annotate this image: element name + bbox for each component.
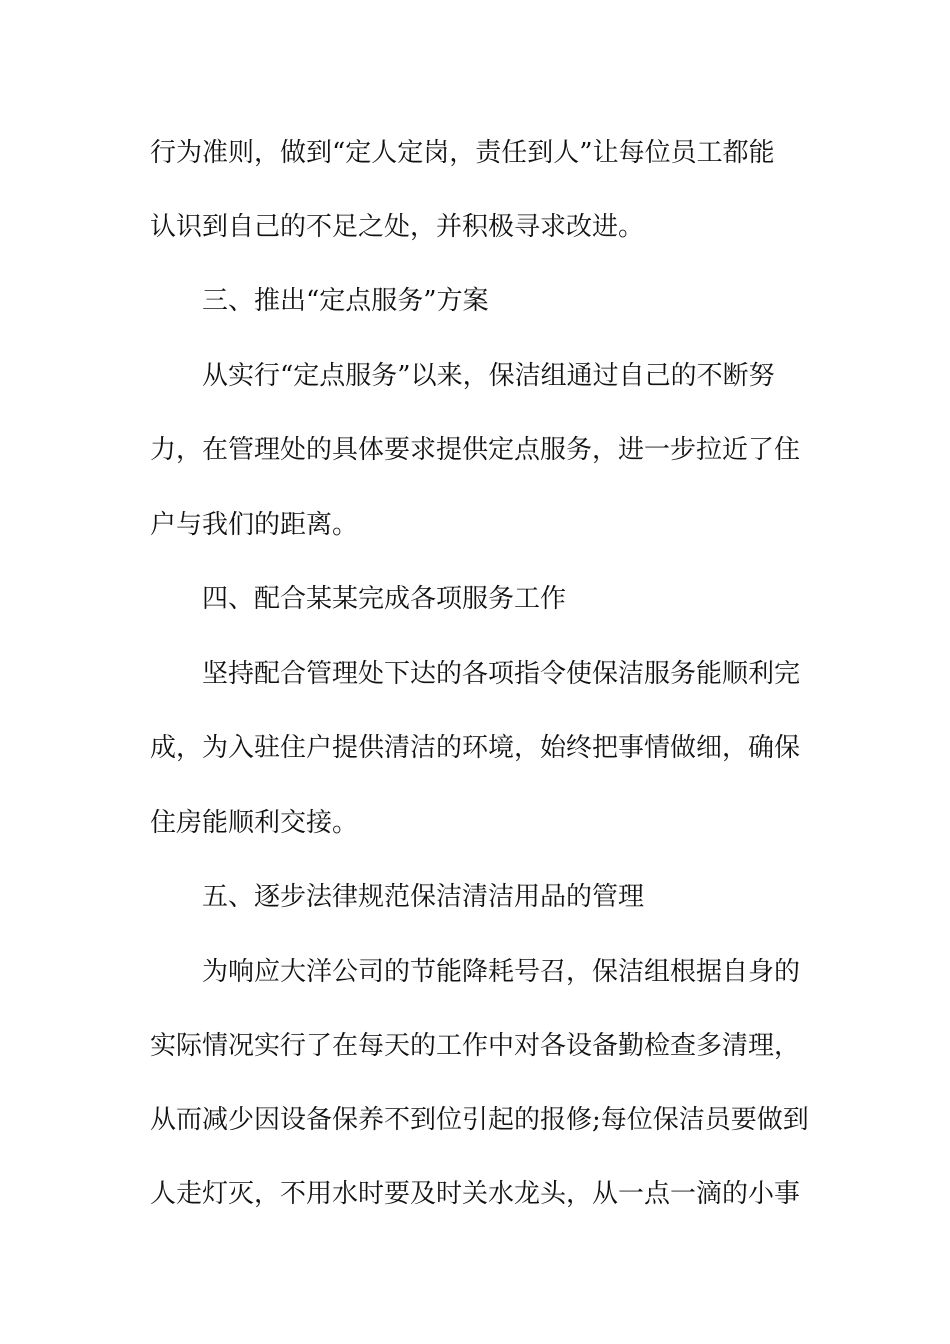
section-heading: 五、逐步法律规范保洁清洁用品的管理 — [202, 882, 645, 912]
paragraph-line: 从而减少因设备保养不到位引起的报修;每位保洁员要做到 — [150, 1105, 809, 1135]
paragraph-line: 成，为入驻住户提供清洁的环境，始终把事情做细，确保 — [150, 733, 801, 763]
paragraph-line: 行为准则，做到“定人定岗，责任到人”让每位员工都能 — [150, 138, 775, 168]
paragraph-line: 住房能顺利交接。 — [150, 808, 359, 838]
paragraph-line: 户与我们的距离。 — [150, 510, 359, 540]
paragraph-line: 力，在管理处的具体要求提供定点服务，进一步拉近了住 — [150, 435, 801, 465]
paragraph-line: 从实行“定点服务”以来，保洁组通过自己的不断努 — [202, 361, 775, 391]
section-heading: 三、推出“定点服务”方案 — [202, 286, 489, 316]
paragraph-line: 人走灯灭，不用水时要及时关水龙头，从一点一滴的小事 — [150, 1179, 801, 1209]
paragraph-line: 实际情况实行了在每天的工作中对各设备勤检查多清理， — [150, 1031, 801, 1061]
paragraph-line: 为响应大洋公司的节能降耗号召，保洁组根据自身的 — [202, 957, 801, 987]
section-heading: 四、配合某某完成各项服务工作 — [202, 584, 567, 614]
paragraph-line: 坚持配合管理处下达的各项指令使保洁服务能顺利完 — [202, 659, 801, 689]
paragraph-line: 认识到自己的不足之处，并积极寻求改进。 — [150, 212, 645, 242]
